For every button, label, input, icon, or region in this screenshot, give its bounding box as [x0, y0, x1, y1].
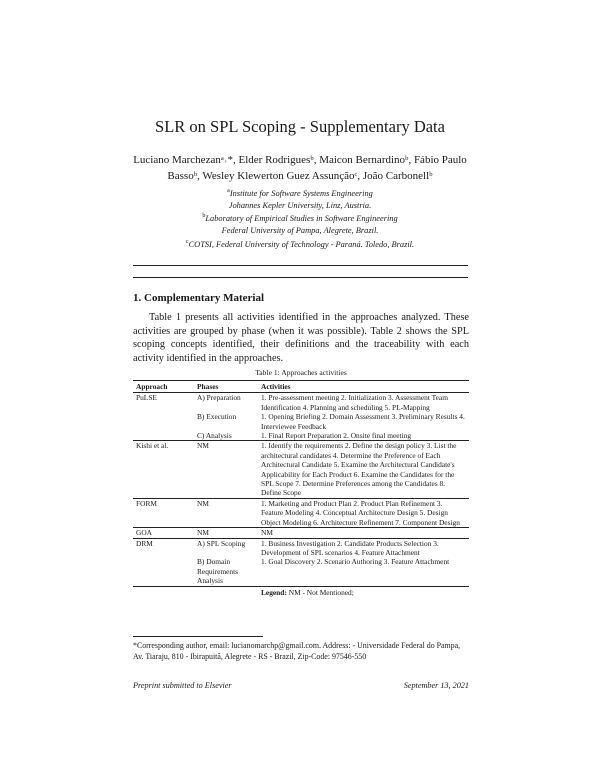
phase-cell: NM — [194, 528, 258, 538]
approach-cell — [133, 557, 194, 586]
phase-cell: C) Analysis — [197, 431, 232, 441]
approach-cell: DRM — [133, 538, 194, 557]
abstract-rule-bottom — [133, 277, 468, 278]
affiliation-line: $^b$Laboratory of Empirical Studies in Software Engineering — [202, 213, 398, 224]
activities-cell: 1. Final Report Preparation 2. Onsite final meeting — [261, 431, 412, 441]
abstract-rule-top — [133, 265, 468, 266]
affiliation-line: Johannes Kepler University, Linz, Austria. — [228, 200, 372, 210]
author-line-2: Bassoᵇ, Wesley Klewerton Guez Assunçãoᶜ, João Carbonellᵇ — [167, 170, 433, 182]
approach-cell: FORM — [133, 498, 194, 527]
table-row — [133, 538, 469, 557]
legend-label: Legend: — [261, 587, 287, 597]
phase-cell: A) SPL Scoping — [194, 538, 258, 557]
phase-cell: B) Domain Requirements Analysis — [197, 557, 239, 586]
table-row — [133, 393, 469, 412]
activities-cell: NM — [258, 528, 469, 538]
phase-cell: NM — [194, 441, 258, 498]
author-line-1: Luciano Marchezanᵃ˒*, Elder Rodriguesᵇ, Maicon Bernardinoᵇ, Fábio Paulo — [133, 154, 467, 166]
phase-cell: B) Execution — [197, 412, 237, 422]
table-row — [133, 412, 469, 431]
affiliation-line: Federal University of Pampa, Alegrete, Brazil. — [221, 225, 379, 235]
author-list — [125, 152, 475, 184]
table-row — [133, 441, 469, 498]
footer-journal: Preprint submitted to Elsevier — [133, 681, 232, 690]
footnote: *Corresponding author, email: lucianomarchp@gmail.com. Address: - Universidade Federal do Pampa, Av. Tiaraju, 810 - Ibirapuitã, Alegrete - RS - Brazil, Zip-Code: 97546-550 — [133, 641, 461, 661]
table-caption: Table 1: Approaches activities — [255, 368, 347, 377]
section-heading: 1. Complementary Material — [133, 292, 265, 304]
table-legend-row — [133, 586, 469, 597]
table-row — [133, 498, 469, 527]
footer-date: September 13, 2021 — [403, 681, 469, 690]
activities-cell: 1. Pre-assessment meeting 2. Initialization 3. Assessment Team Identification 4. Planning and scheduling 5. PL-Mapping — [261, 393, 448, 412]
affiliation-line: $^c$COTSI, Federal University of Technology - Paraná. Toledo, Brazil. — [185, 238, 415, 249]
footnote-rule — [133, 636, 263, 637]
column-header: Approach — [133, 381, 194, 393]
table-row — [133, 528, 469, 538]
column-header: Activities — [258, 381, 469, 393]
activities-cell: 1. Opening Briefing 2. Domain Assessment 3. Preliminary Results 4. Interviewee Feedback — [261, 412, 465, 431]
phase-cell: A) Preparation — [197, 393, 241, 403]
section-paragraph: Table 1 presents all activities identified in the approaches analyzed. These activities are grouped by phase (when it was possible). Table 2 shows the SPL scoping concepts identified, their definitions and the traceability with each activity identified in the approaches. — [133, 312, 469, 364]
activities-cell: 1. Business Investigation 2. Candidate Products Selection 3. Development of SPL scenarios 4. Feature Attachment — [258, 538, 469, 557]
activities-cell: 1. Identify the requirements 2. Define the design policy 3. List the architectural candidates 4. Determine the Preference of Each Architectural Candidate 5. Examine the Architectural Candidate's Applicability for Each Product 6. Examine the Candidates for the SPL Scope 7. Determine Preferences among the Candidates 8. Define Scope — [258, 441, 469, 498]
approach-cell: GOA — [133, 528, 194, 538]
affiliation-line: $^a$Institute for Software Systems Engineering — [227, 188, 373, 198]
activities-cell: 1. Goal Discovery 2. Scenario Authoring 3. Feature Attachment — [261, 557, 450, 567]
phase-cell: NM — [194, 498, 258, 527]
approach-cell — [133, 412, 194, 431]
approaches-table — [133, 380, 469, 597]
affiliation-list — [100, 186, 500, 250]
legend-text: NM - Not Mentioned; — [288, 587, 354, 597]
activities-cell: 1. Marketing and Product Plan 2. Product Plan Refinement 3. Feature Modeling 4. Conceptual Architecture Design 5. Design Object Modeling 6. Architecture Refinement 7. Component Design — [258, 498, 469, 527]
approach-cell: PuLSE — [136, 393, 157, 403]
table-row — [133, 431, 469, 441]
paper-title: SLR on SPL Scoping - Supplementary Data — [155, 117, 445, 136]
approach-cell: Kishi et al. — [133, 441, 194, 498]
approach-cell — [133, 431, 194, 441]
column-header: Phases — [194, 381, 258, 393]
table-header-row — [133, 381, 469, 393]
table-row — [133, 557, 469, 586]
table-legend — [258, 586, 469, 597]
